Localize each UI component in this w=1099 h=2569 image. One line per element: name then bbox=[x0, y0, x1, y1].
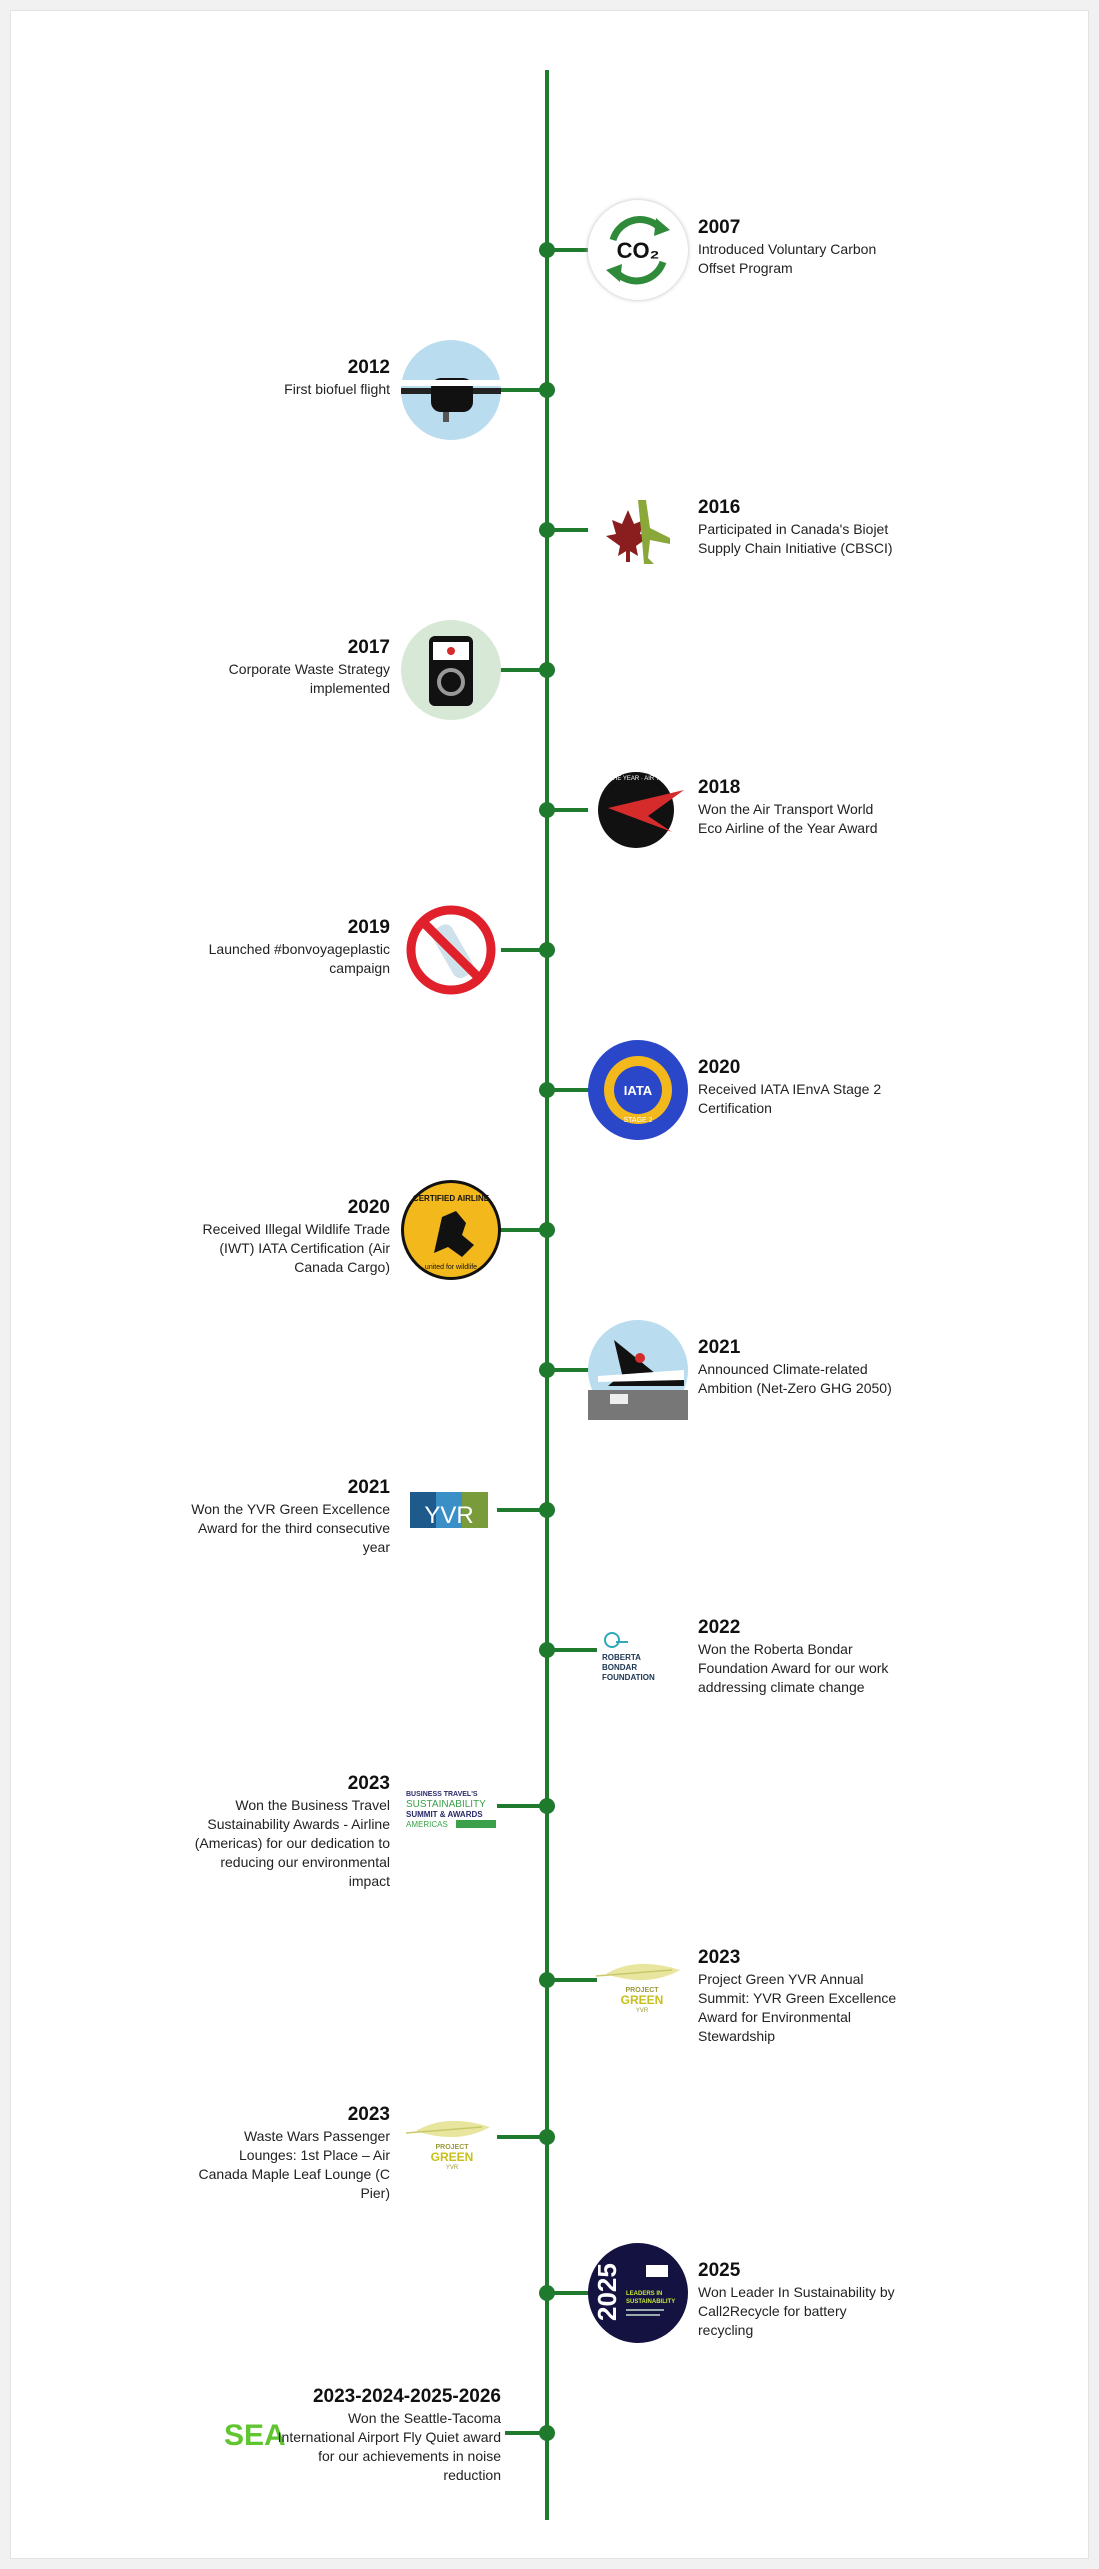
svg-text:ROBERTA: ROBERTA bbox=[602, 1653, 641, 1662]
entry-text bbox=[698, 216, 898, 278]
aircraft-tail-icon bbox=[588, 1320, 688, 1420]
entry-text bbox=[190, 356, 390, 399]
entry-year: 2025 bbox=[698, 2260, 741, 2281]
timeline-entry-2017 bbox=[0, 637, 1099, 696]
svg-text:BONDAR: BONDAR bbox=[602, 1663, 638, 1672]
timeline-entry-2023-business-travel bbox=[0, 1773, 1099, 1889]
timeline-entry-2023-waste-wars bbox=[0, 2104, 1099, 2201]
svg-text:IATA: IATA bbox=[623, 1083, 653, 1098]
timeline-dot bbox=[539, 1502, 555, 1518]
entry-text bbox=[698, 2259, 898, 2340]
entry-year: 2020 bbox=[698, 1057, 741, 1078]
entry-year: 2020 bbox=[347, 1197, 390, 1218]
timeline-entry-2019 bbox=[0, 917, 1099, 976]
entry-description: Waste Wars Passenger Lounges: 1st Place – Air Canada Maple Leaf Lounge (C Pier) bbox=[198, 2128, 390, 2201]
svg-text:STAGE 2: STAGE 2 bbox=[623, 1117, 653, 1124]
yvr-logo bbox=[410, 1492, 488, 1528]
entry-text bbox=[698, 496, 898, 558]
timeline-dot bbox=[539, 942, 555, 958]
timeline-entry-2020-iwt bbox=[0, 1194, 1099, 1275]
entry-text bbox=[190, 1476, 390, 1557]
svg-text:YVR: YVR bbox=[424, 1502, 474, 1529]
timeline-entry-sea-fly-quiet bbox=[0, 2386, 1099, 2483]
business-travel-sustainability-logo bbox=[404, 1786, 498, 1830]
svg-text:BUSINESS TRAVEL'S: BUSINESS TRAVEL'S bbox=[406, 1791, 478, 1798]
svg-text:SUSTAINABILITY: SUSTAINABILITY bbox=[626, 2299, 676, 2305]
maple-leaf-plane-icon bbox=[588, 480, 688, 580]
svg-text:GREEN: GREEN bbox=[430, 2150, 474, 2164]
timeline-dot bbox=[539, 242, 555, 258]
entry-description: Won the Seattle-Tacoma International Airport Fly Quiet award for our achievements in noise reduction bbox=[277, 2410, 501, 2483]
entry-description: Received IATA IEnvA Stage 2 Certification bbox=[698, 1081, 882, 1116]
entry-year: 2017 bbox=[347, 637, 390, 658]
entry-text bbox=[190, 2103, 390, 2203]
entry-year: 2023 bbox=[698, 1947, 741, 1968]
entry-year: 2019 bbox=[347, 917, 390, 938]
airplane-front-icon bbox=[401, 340, 501, 440]
co2-recycle-icon bbox=[588, 200, 688, 300]
svg-text:YVR: YVR bbox=[635, 2008, 649, 2014]
iata-ienva-seal-logo bbox=[588, 1040, 688, 1140]
entry-year: 2007 bbox=[698, 217, 741, 238]
timeline-entry-2021-yvr bbox=[0, 1477, 1099, 1555]
entry-description: First biofuel flight bbox=[284, 381, 390, 397]
timeline-dot bbox=[539, 1642, 555, 1658]
entry-year: 2022 bbox=[698, 1617, 741, 1638]
timeline-dot bbox=[539, 1222, 555, 1238]
svg-text:LEADERS IN: LEADERS IN bbox=[626, 2291, 663, 2297]
timeline-entry-2007 bbox=[0, 217, 1099, 276]
entry-description: Corporate Waste Strategy implemented bbox=[228, 661, 390, 696]
timeline-entry-2023-project-green bbox=[0, 1947, 1099, 2044]
timeline-entry-2022 bbox=[0, 1617, 1099, 1695]
certified-airline-wildlife-logo bbox=[401, 1180, 501, 1280]
timeline-axis bbox=[545, 70, 549, 2520]
entry-description: Won Leader In Sustainability by Call2Recycle for battery recycling bbox=[698, 2284, 895, 2338]
svg-text:FOUNDATION: FOUNDATION bbox=[602, 1673, 655, 1682]
entry-description: Participated in Canada's Biojet Supply Chain Initiative (CBSCI) bbox=[698, 521, 893, 556]
entry-text bbox=[190, 1772, 390, 1891]
svg-text:PROJECT: PROJECT bbox=[435, 2144, 469, 2151]
svg-text:SUSTAINABILITY: SUSTAINABILITY bbox=[406, 1799, 486, 1810]
timeline-dot bbox=[539, 1972, 555, 1988]
entry-description: Won the YVR Green Excellence Award for the third consecutive year bbox=[191, 1501, 390, 1555]
roberta-bondar-foundation-logo bbox=[600, 1630, 676, 1684]
timeline-entry-2020-ienva bbox=[0, 1057, 1099, 1124]
svg-text:GREEN: GREEN bbox=[620, 1993, 664, 2007]
svg-text:PROJECT: PROJECT bbox=[625, 1987, 659, 1994]
entry-description: Won the Air Transport World Eco Airline of the Year Award bbox=[698, 801, 878, 836]
project-green-yvr-logo bbox=[406, 2115, 492, 2171]
entry-text bbox=[190, 636, 390, 698]
entry-year: 2012 bbox=[347, 357, 390, 378]
svg-text:ECO-AIRLINE OF THE YEAR · AIR: ECO-AIRLINE OF THE YEAR · AIR TRANSPORT WORLD bbox=[559, 776, 717, 782]
timeline-dot bbox=[539, 1798, 555, 1814]
entry-year: 2021 bbox=[698, 1337, 741, 1358]
timeline-dot bbox=[539, 522, 555, 538]
leaders-in-sustainability-badge bbox=[588, 2243, 688, 2343]
entry-description: Won the Roberta Bondar Foundation Award for our work addressing climate change bbox=[698, 1641, 889, 1695]
timeline-entry-2016 bbox=[0, 497, 1099, 556]
svg-text:SEA: SEA bbox=[224, 2419, 286, 2452]
timeline-dot bbox=[539, 1362, 555, 1378]
entry-description: Announced Climate-related Ambition (Net-Zero GHG 2050) bbox=[698, 1361, 892, 1396]
svg-text:AMERICAS: AMERICAS bbox=[406, 1820, 448, 1829]
entry-description: Received Illegal Wildlife Trade (IWT) IATA Certification (Air Canada Cargo) bbox=[202, 1221, 390, 1275]
entry-text bbox=[698, 776, 898, 838]
svg-text:CERTIFIED AIRLINE: CERTIFIED AIRLINE bbox=[412, 1194, 490, 1203]
svg-text:2025: 2025 bbox=[592, 2263, 622, 2321]
timeline-entry-2021-netzero bbox=[0, 1337, 1099, 1396]
timeline-entry-2025 bbox=[0, 2260, 1099, 2338]
svg-text:YVR: YVR bbox=[445, 2165, 459, 2171]
entry-description: Project Green YVR Annual Summit: YVR Green Excellence Award for Environmental Stewardship bbox=[698, 1971, 897, 2044]
entry-year: 2016 bbox=[698, 497, 741, 518]
entry-year: 2023-2024-2025-2026 bbox=[312, 2386, 501, 2407]
entry-text bbox=[698, 1616, 898, 1697]
svg-text:SUMMIT & AWARDS: SUMMIT & AWARDS bbox=[406, 1810, 483, 1819]
timeline-dot bbox=[539, 1082, 555, 1098]
timeline-dot bbox=[539, 662, 555, 678]
no-plastic-bottle-icon bbox=[401, 900, 501, 1000]
project-green-yvr-logo bbox=[596, 1958, 682, 2014]
entry-text bbox=[698, 1056, 898, 1118]
entry-text bbox=[190, 916, 390, 978]
entry-year: 2018 bbox=[698, 777, 741, 798]
timeline-dot bbox=[539, 802, 555, 818]
recycle-bin-icon bbox=[401, 620, 501, 720]
timeline-dot bbox=[539, 2285, 555, 2301]
timeline-dot bbox=[539, 2129, 555, 2145]
svg-text:united for wildlife: united for wildlife bbox=[424, 1264, 478, 1271]
entry-text bbox=[190, 1196, 390, 1277]
entry-year: 2023 bbox=[347, 1773, 390, 1794]
eco-airline-award-logo bbox=[559, 760, 717, 860]
entry-text bbox=[271, 2385, 501, 2485]
svg-text:CO₂: CO₂ bbox=[616, 238, 660, 263]
timeline-entry-2018 bbox=[0, 776, 1099, 836]
timeline-dot bbox=[539, 382, 555, 398]
entry-year: 2021 bbox=[347, 1477, 390, 1498]
entry-description: Launched #bonvoyageplastic campaign bbox=[208, 941, 390, 976]
timeline-dot bbox=[539, 2425, 555, 2441]
entry-year: 2023 bbox=[347, 2104, 390, 2125]
timeline-entry-2012 bbox=[0, 357, 1099, 397]
entry-description: Introduced Voluntary Carbon Offset Program bbox=[698, 241, 877, 276]
entry-description: Won the Business Travel Sustainability Awards - Airline (Americas) for our dedication to reducing our environmental impact bbox=[194, 1797, 390, 1889]
entry-text bbox=[698, 1336, 898, 1398]
entry-text bbox=[698, 1946, 898, 2046]
